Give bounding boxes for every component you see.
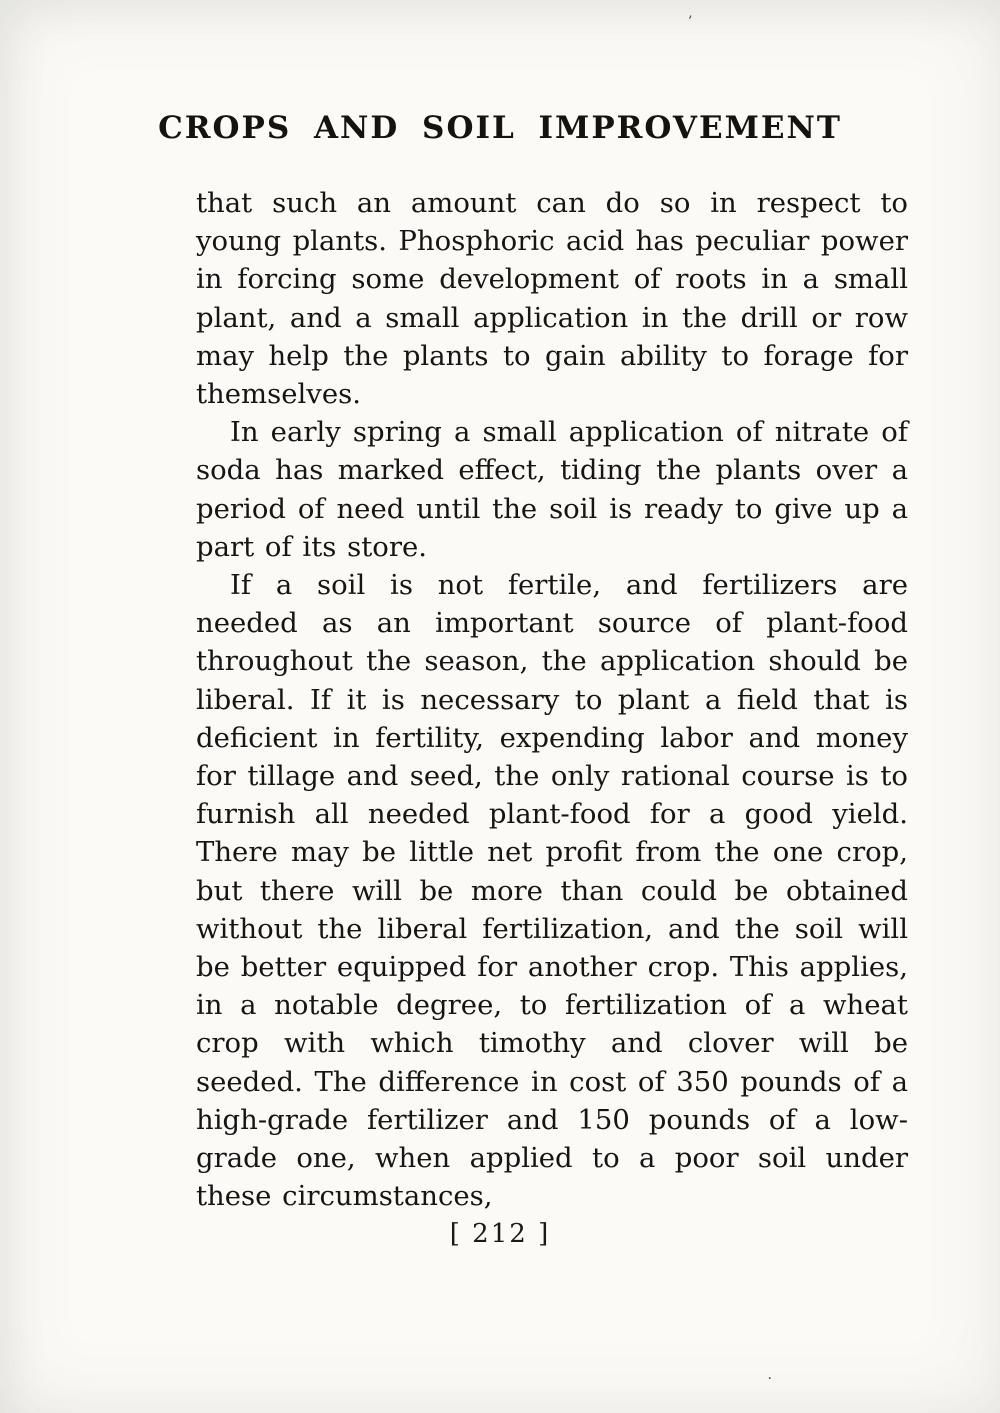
paragraph: If a soil is not fertile, and fertilizers are needed as an important source of plant-food throughout the season, the application should be liberal. If it is necessary to plant a field that is deficient in fertility, expending labor and money for tillage and seed, the only rational course is to furnish all needed plant-food for a good yield. There may be little net profit from the one crop, but there will be more than could be obtained without the liberal fertilization, and the soil will be better equipped for another crop. This applies, in a notable degree, to fertilization of a wheat crop with which timothy and clover will be seeded. The difference in cost of 350 pounds of a high-grade fertilizer and 150 pounds of a low-grade one, when applied to a poor soil under these circumstances,	[196, 569, 908, 1213]
paragraph: that such an amount can do so in respect to young plants. Phosphoric acid has peculiar power in forcing some development of roots in a small plant, and a small application in the drill or row may help the plants to gain ability to forage for themselves.	[196, 187, 908, 411]
paragraph: In early spring a small application of nitrate of soda has marked effect, tiding the plants over a period of need until the soil is ready to give up a part of its store.	[196, 416, 908, 563]
scan-artifact-mark: ʼ	[687, 14, 692, 30]
page-number: [ 212 ]	[449, 1219, 551, 1250]
body-text	[196, 184, 908, 1215]
scan-artifact-mark: ·	[767, 1371, 772, 1387]
page-title: CROPS AND SOIL IMPROVEMENT	[158, 110, 842, 146]
